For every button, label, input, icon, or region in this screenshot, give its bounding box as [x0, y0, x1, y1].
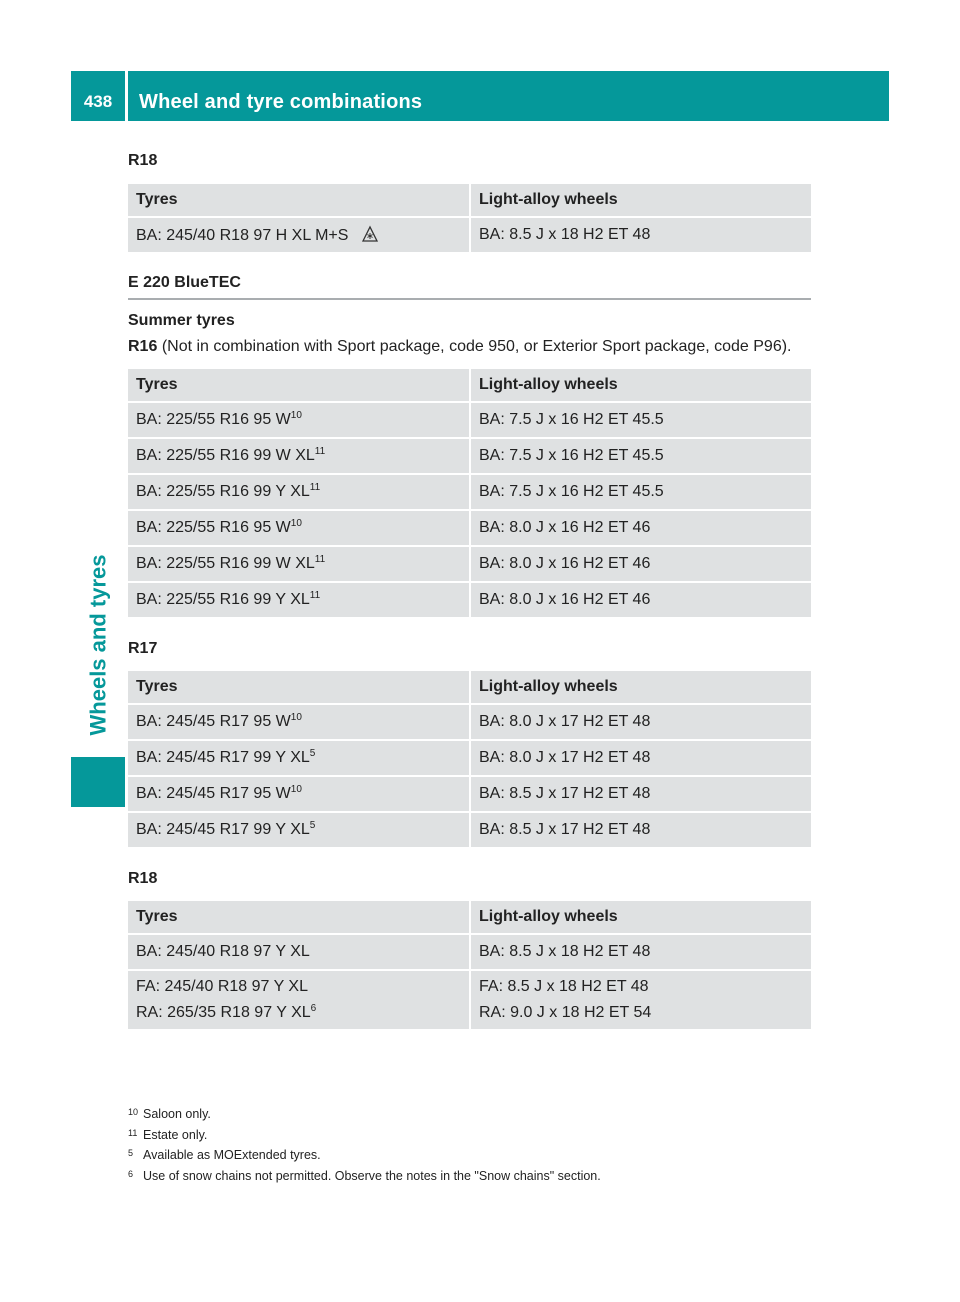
r16-label: R16	[128, 338, 158, 355]
tyre-cell	[128, 582, 470, 618]
footnote-ref: 10	[290, 712, 302, 723]
table-row	[128, 812, 811, 848]
tyre-cell	[128, 704, 470, 740]
table-row	[128, 776, 811, 812]
footnote-mark: 5	[128, 1148, 134, 1158]
footnote-mark: 11	[128, 1127, 138, 1138]
table-row	[128, 546, 811, 582]
footnote-ref: 5	[309, 748, 316, 759]
model-heading: E 220 BlueTEC	[128, 274, 811, 300]
footnote	[128, 1166, 601, 1187]
column-header-tyres: Tyres	[128, 671, 470, 704]
footnote-text: Estate only.	[143, 1127, 208, 1142]
wheel-spec-rear: RA: 9.0 J x 18 H2 ET 54	[479, 1004, 652, 1021]
tyre-spec: BA: 225/55 R16 99 W XL	[136, 447, 315, 464]
footnote-ref: 10	[290, 518, 302, 529]
page-title: Wheel and tyre combinations	[139, 91, 423, 113]
table-row	[128, 740, 811, 776]
tyre-spec-front: FA: 245/40 R18 97 Y XL	[136, 978, 308, 995]
table-r17	[128, 671, 811, 849]
wheel-cell: BA: 7.5 J x 16 H2 ET 45.5	[470, 402, 811, 438]
header-divider	[125, 71, 128, 121]
column-header-tyres: Tyres	[128, 369, 470, 402]
wheel-cell: BA: 8.5 J x 17 H2 ET 48	[470, 776, 811, 812]
side-tab-marker	[71, 757, 125, 807]
table-r18	[128, 901, 811, 1031]
tyre-spec: BA: 225/55 R16 95 W	[136, 411, 291, 428]
wheel-cell: BA: 8.0 J x 17 H2 ET 48	[470, 704, 811, 740]
tyre-spec: BA: 245/45 R17 99 Y XL	[136, 749, 310, 766]
size-heading-r17: R17	[128, 640, 158, 657]
footnote-ref: 10	[290, 410, 302, 421]
footnote	[128, 1145, 601, 1166]
table-row	[128, 438, 811, 474]
column-header-tyres: Tyres	[128, 901, 470, 934]
tyre-cell	[128, 402, 470, 438]
size-heading-r18: R18	[128, 870, 158, 887]
footnotes	[128, 1104, 601, 1186]
tyre-cell	[128, 474, 470, 510]
table-header-row	[128, 901, 811, 934]
footnote	[128, 1104, 601, 1125]
footnote-text: Available as MOExtended tyres.	[143, 1148, 321, 1162]
wheel-cell: BA: 8.0 J x 17 H2 ET 48	[470, 740, 811, 776]
footnote	[128, 1125, 601, 1146]
tyre-cell	[128, 812, 470, 848]
table-header-row	[128, 369, 811, 402]
footnote-text: Saloon only.	[143, 1107, 211, 1121]
r16-note-text: (Not in combination with Sport package, code 950, or Exterior Sport package, code P96).	[161, 338, 792, 355]
footnote-mark: 6	[128, 1168, 134, 1179]
tyre-cell: BA: 245/40 R18 97 Y XL	[128, 934, 470, 970]
wheel-spec-front: FA: 8.5 J x 18 H2 ET 48	[479, 978, 649, 995]
tyre-spec-rear-line	[136, 1000, 461, 1026]
summer-tyres-heading: Summer tyres	[128, 312, 235, 329]
wheel-cell: BA: 8.0 J x 16 H2 ET 46	[470, 582, 811, 618]
wheel-cell: BA: 8.5 J x 18 H2 ET 48	[470, 217, 811, 253]
table-row	[128, 704, 811, 740]
footnote-ref: 5	[309, 820, 316, 831]
tyre-cell	[128, 217, 470, 253]
footnote-ref: 10	[290, 784, 302, 795]
table-row	[128, 934, 811, 970]
tyre-spec: BA: 245/45 R17 95 W	[136, 785, 291, 802]
tyre-spec: BA: 225/55 R16 99 W XL	[136, 555, 315, 572]
snowflake-mountain-icon	[361, 225, 379, 243]
tyre-cell	[128, 740, 470, 776]
column-header-tyres: Tyres	[128, 184, 470, 217]
r16-note	[128, 338, 792, 356]
column-header-wheels: Light-alloy wheels	[470, 184, 811, 217]
wheel-cell: BA: 8.0 J x 16 H2 ET 46	[470, 510, 811, 546]
wheel-cell: BA: 8.0 J x 16 H2 ET 46	[470, 546, 811, 582]
tyre-spec: BA: 245/40 R18 97 H XL M+S	[136, 227, 349, 244]
wheel-cell: BA: 8.5 J x 17 H2 ET 48	[470, 812, 811, 848]
footnote-ref: 11	[314, 446, 326, 457]
footnote-ref: 11	[309, 482, 321, 493]
wheel-cell	[470, 970, 811, 1030]
tyre-spec: BA: 225/55 R16 95 W	[136, 519, 291, 536]
column-header-wheels: Light-alloy wheels	[470, 369, 811, 402]
wheel-cell: BA: 8.5 J x 18 H2 ET 48	[470, 934, 811, 970]
footnote-ref: 11	[314, 554, 326, 565]
table-header-row	[128, 184, 811, 217]
table-row	[128, 217, 811, 253]
tyre-spec: BA: 245/45 R17 95 W	[136, 713, 291, 730]
table-r18-top	[128, 184, 811, 254]
tyre-spec-rear: RA: 265/35 R18 97 Y XL	[136, 1004, 311, 1021]
side-section-label	[71, 540, 125, 750]
page-header	[71, 71, 889, 121]
wheel-cell: BA: 7.5 J x 16 H2 ET 45.5	[470, 474, 811, 510]
tyre-cell	[128, 510, 470, 546]
tyre-spec: BA: 225/55 R16 99 Y XL	[136, 483, 310, 500]
table-row	[128, 510, 811, 546]
column-header-wheels: Light-alloy wheels	[470, 671, 811, 704]
footnote-text: Use of snow chains not permitted. Observe the notes in the "Snow chains" section.	[143, 1168, 601, 1183]
tyre-cell	[128, 546, 470, 582]
tyre-cell	[128, 438, 470, 474]
table-row	[128, 402, 811, 438]
tyre-spec: BA: 245/45 R17 99 Y XL	[136, 821, 310, 838]
footnote-ref: 11	[309, 590, 321, 601]
wheel-cell: BA: 7.5 J x 16 H2 ET 45.5	[470, 438, 811, 474]
side-section-text: Wheels and tyres	[85, 554, 111, 736]
footnote-ref: 6	[310, 1003, 317, 1014]
column-header-wheels: Light-alloy wheels	[470, 901, 811, 934]
footnote-mark: 10	[128, 1107, 139, 1117]
table-row	[128, 970, 811, 1030]
table-row	[128, 582, 811, 618]
tyre-cell	[128, 776, 470, 812]
size-heading-r18-top: R18	[128, 152, 158, 169]
table-row	[128, 474, 811, 510]
page-number: 438	[83, 92, 113, 111]
tyre-spec: BA: 225/55 R16 99 Y XL	[136, 591, 310, 608]
tyre-cell	[128, 970, 470, 1030]
table-header-row	[128, 671, 811, 704]
table-r16	[128, 369, 811, 619]
